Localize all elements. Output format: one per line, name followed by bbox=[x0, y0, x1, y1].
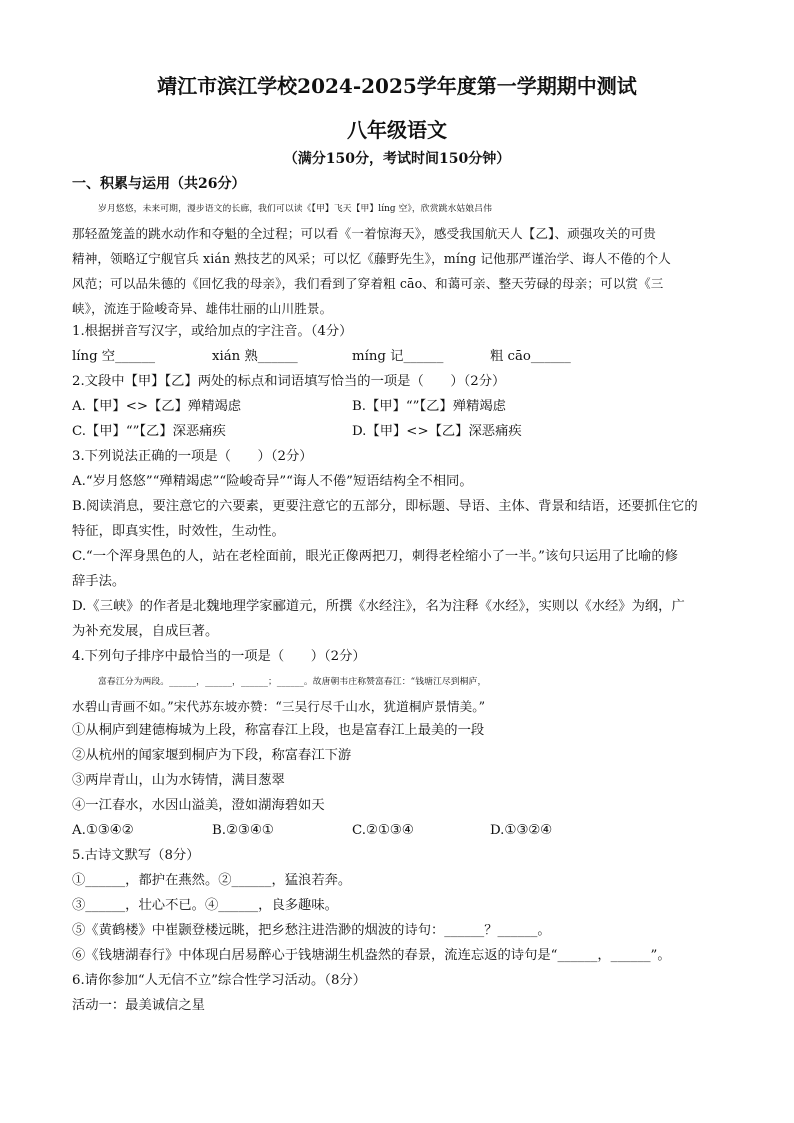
q3-line: C.“一个浑身黑色的人，站在老栓面前，眼光正像两把刀，刺得老栓缩小了一半。”该句只运用了比喻的修 bbox=[72, 549, 678, 564]
q3-line: A.“岁月悠悠”“殚精竭虑”“险峻奇异”“诲人不倦”短语结构全不相同。 bbox=[72, 474, 473, 489]
q3-line: B.阅读消息，要注意它的六要素，更要注意它的五部分，即标题、导语、主体、背景和结语，还要抓住它的 bbox=[72, 499, 698, 514]
passage-line: 精神，领略辽宁舰官兵 xián 熟技艺的风采；可以忆《藤野先生》，míng 记他那严谨治学、诲人不倦的个人 bbox=[72, 251, 671, 266]
q6-activity: 活动一：最美诚信之星 bbox=[72, 998, 205, 1013]
q4-option-a: A.①③④② bbox=[72, 823, 134, 838]
question-1-stem: 1.根据拼音写汉字，或给加点的字注音。（4分） bbox=[72, 324, 353, 339]
q5-line: ③______，壮心不已。④______，良多趣味。 bbox=[72, 898, 338, 913]
q5-line: ⑥《钱塘湖春行》中体现白居易醉心于钱塘湖生机盎然的春景，流连忘返的诗句是“______，______”。 bbox=[72, 948, 671, 963]
q4-sentence: ①从桐庐到建德梅城为上段，称富春江上段，也是富春江上最美的一段 bbox=[72, 723, 485, 738]
q4-option-c: C.②①③④ bbox=[352, 823, 414, 838]
exam-note: （满分150分，考试时间150分钟） bbox=[283, 151, 511, 167]
question-4-stem: 4.下列句子排序中最恰当的一项是（ ）（2分） bbox=[72, 649, 366, 664]
q3-line: D.《三峡》的作者是北魏地理学家郦道元，所撰《水经注》，名为注释《水经》，实则以《水经》为纲，广 bbox=[72, 599, 685, 614]
passage-line: 那轻盈笼盖的跳水动作和夺魁的全过程；可以看《一着惊海天》，感受我国航天人【乙】、顽强攻关的可贵 bbox=[72, 226, 657, 241]
question-2-stem: 2.文段中【甲】【乙】两处的标点和词语填写恰当的一项是（ ）（2分） bbox=[72, 374, 506, 389]
q4-sentence: ③两岸青山，山为水铸情，满目葱翠 bbox=[72, 773, 285, 788]
q4-sentence: ④一江春水，水因山溢美，澄如湖海碧如天 bbox=[72, 798, 325, 813]
q5-line: ①______，都护在燕然。②______，猛浪若奔。 bbox=[72, 873, 352, 888]
q5-line: ⑤《黄鹤楼》中崔颢登楼远眺，把乡愁注进浩渺的烟波的诗句：______？______。 bbox=[72, 923, 551, 938]
q2-option-d: D.【甲】<>【乙】深恶痛疾 bbox=[352, 424, 522, 439]
q4-passage-line: 水碧山青画不如。”宋代苏东坡亦赞：“三吴行尽千山水，犹道桐庐景情美。” bbox=[72, 699, 486, 714]
passage-line: 峡》，流连于险峻奇异、雄伟壮丽的山川胜景。 bbox=[72, 301, 333, 316]
q3-line: 特征，即真实性，时效性，生动性。 bbox=[72, 524, 285, 539]
q3-line: 为补充发展，自成巨著。 bbox=[72, 624, 219, 639]
q2-option-a: A.【甲】<>【乙】殚精竭虑 bbox=[72, 399, 242, 414]
exam-title: 靖江市滨江学校2024-2025学年度第一学期期中测试 bbox=[157, 74, 637, 98]
q4-sentence: ②从杭州的闻家堰到桐庐为下段，称富春江下游 bbox=[72, 748, 352, 763]
q3-line: 辞手法。 bbox=[72, 574, 126, 589]
q4-option-d: D.①③②④ bbox=[490, 823, 553, 838]
exam-subject: 八年级语文 bbox=[347, 118, 447, 142]
passage-line: 岁月悠悠，未来可期，漫步语文的长廊，我们可以读《【甲】飞天【甲】líng 空》，欣赏跳水姑娘吕伟 bbox=[98, 204, 492, 214]
q1-item: líng 空______ bbox=[72, 349, 155, 364]
q4-option-b: B.②③④① bbox=[212, 823, 274, 838]
q2-option-c: C.【甲】“”【乙】深恶痛疾 bbox=[72, 424, 226, 439]
q2-option-b: B.【甲】“”【乙】殚精竭虑 bbox=[352, 399, 506, 414]
passage-line: 风范；可以品朱德的《回忆我的母亲》，我们看到了穿着粗 cāo、和蔼可亲、整天劳碌的母亲；可以赏《三 bbox=[72, 276, 664, 291]
question-6-stem: 6.请你参加“人无信不立”综合性学习活动。（8分） bbox=[72, 973, 367, 988]
q1-item: 粗 cāo______ bbox=[490, 349, 571, 364]
q1-item: xián 熟______ bbox=[212, 349, 298, 364]
question-5-stem: 5.古诗文默写（8分） bbox=[72, 848, 200, 863]
section-heading: 一、积累与运用（共26分） bbox=[72, 176, 246, 192]
q1-item: míng 记______ bbox=[352, 349, 444, 364]
q4-passage-line: 富春江分为两段。______，______，______；______。故唐朝韦庄称赞富春江：“钱塘江尽到桐庐， bbox=[98, 677, 487, 687]
question-3-stem: 3.下列说法正确的一项是（ ）（2分） bbox=[72, 449, 313, 464]
